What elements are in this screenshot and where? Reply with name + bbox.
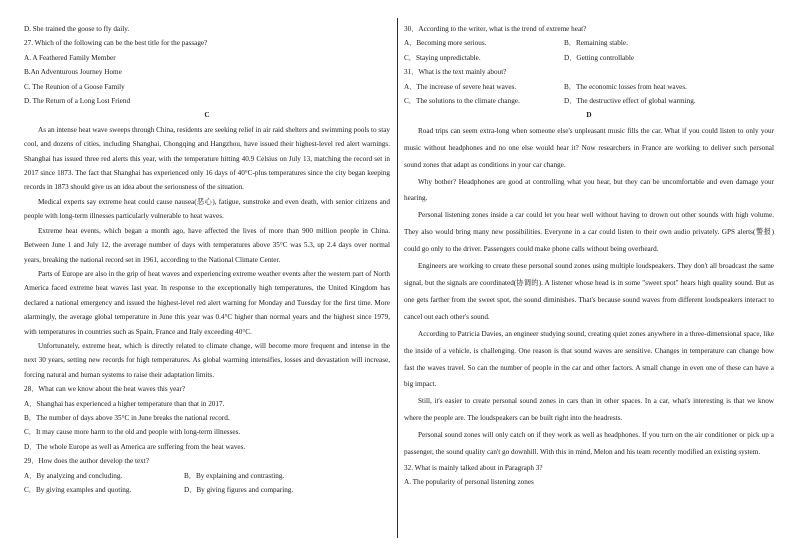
passage-d-paragraph-5: According to Patricia Davies, an engineer studying sound, creating quiet zones anywhere in a three-dimensional space, like the inside of a vehicle, is challenging. One reason is that sound waves are sensitive. Changes in temperature can change how fast the waves travel. So can the number of people in the car and other factors. A small change in even one of these can have a big impact. <box>404 329 774 389</box>
q30-option-a: A．Becoming more serious. <box>404 39 487 48</box>
q28-option-d: D．The whole Europe as well as America are suffering from the heat waves. <box>24 442 246 451</box>
q30-option-c: C．Staying unpredictable. <box>404 53 481 62</box>
q26-option-d: D. She trained the goose to fly daily. <box>24 25 130 33</box>
q31-options-row-1 <box>404 80 774 94</box>
passage-c-paragraph-1: As an intense heat wave sweeps through China, residents are seeking relief in air raid shelters and swimming pools to stay cool, and dozens of cities, including Shanghai, Chongqing and Hangzhou, have issued their highest-level red alert warnings. Shanghai has issued three red alerts this year, with the temperature hitting 40.9 Celsius on July 13, matching the record set in 2017 since 1873. The fact that Shanghai has experienced only 16 days of 40°C-plus temperatures since the city began keeping records in 1873 should give us an idea about the seriousness of the situation. <box>24 125 390 192</box>
passage-c-paragraph-3: Extreme heat events, which began a month ago, have affected the lives of more than 900 million people in China. Between June 1 and July 12, the average number of days with temperatures above 35°C was 5.3, up 2.4 days over normal years, breaking the national record set in 1961, according to the National Climate Center. <box>24 226 390 264</box>
q29-options-row-2 <box>24 483 390 497</box>
q30-option-b: B．Remaining stable. <box>564 39 628 48</box>
q29-options-row-1 <box>24 469 390 483</box>
q29-option-d: D．By giving figures and comparing. <box>184 486 294 494</box>
q31-options-row-2 <box>404 94 774 108</box>
q32-question: 32. What is mainly talked about in Paragraph 3? <box>404 463 543 472</box>
q27-option-a: A. A Feathered Family Member <box>24 53 116 62</box>
q27-question: 27. Which of the following can be the best title for the passage? <box>24 39 208 48</box>
q27-option-c: C. The Reunion of a Goose Family <box>24 82 125 91</box>
q30-options-row-2 <box>404 51 774 65</box>
q31-option-a: A．The increase of severe heat waves. <box>404 82 517 91</box>
passage-d-paragraph-2: Why bother? Headphones are good at controlling what you hear, but they can be uncomfortable and even damage your hearing. <box>404 177 774 203</box>
q32-option-a: A. The popularity of personal listening zones <box>404 478 534 487</box>
q31-question: 31．What is the text mainly about? <box>404 68 507 77</box>
q29-option-c: C．By giving examples and quoting. <box>24 486 132 494</box>
q29-option-b: B．By explaining and contrasting. <box>184 471 285 480</box>
passage-d-paragraph-4: Engineers are working to create these personal sound zones using multiple loudspeakers. They don't all broadcast the same signal, but the signals are coordinated(协调的). A listener whose head is in some "sweet spot" hears high quality sound. But as one gets farther from the sweet spot, the sound diminishes. That's because sound waves from different loudspeakers interact to cancel out each other's sound. <box>404 262 774 321</box>
passage-d-paragraph-7: Personal sound zones will only catch on if they work as well as headphones. If you turn on the air conditioner or pick up a passenger, the sound quality can't go downhill. With this in mind, Melon and his team recently modified an existing system. <box>404 431 774 457</box>
section-letter-d: D <box>586 111 592 120</box>
q28-option-b: B．The number of days above 35°C in June breaks the national record. <box>24 413 230 422</box>
q28-option-c: C．It may cause more harm to the old and people with long-term illnesses. <box>24 428 241 437</box>
left-column <box>24 22 390 497</box>
passage-d-paragraph-1: Road trips can seem extra-long when someone else's unpleasant music fills the car. What if you could listen to only your music without headphones and no one else would hear it? Now researchers in France are working to deliver such personal sound zones that adapt as conditions in your car change. <box>404 126 774 169</box>
passage-c-paragraph-4: Parts of Europe are also in the grip of heat waves and experiencing extreme weather events after the western part of North America faced extreme heat waves last year. In response to the exceptionally high temperatures, the United Kingdom has declared a national emergency and issued the highest-level red alert warning for Monday and Tuesday for the first time. More alarmingly, the average global temperature in June this year was 0.4°C higher than normal years and the highest since 1979, with temperatures in countries such as Spain, France and Italy exceeding 40°C. <box>24 269 390 336</box>
q29-question: 29．How does the author develop the text? <box>24 457 149 466</box>
q30-option-d: D．Getting controllable <box>564 53 635 62</box>
q30-question: 30．According to the writer, what is the trend of extreme heat? <box>404 25 587 33</box>
column-divider <box>397 18 398 538</box>
q28-option-a: A．Shanghai has experienced a higher temperature than that in 2017. <box>24 399 225 408</box>
passage-d-paragraph-3: Personal listening zones inside a car could let you hear well without having to drown out other sounds with high volume. They also would bring many new possibilities. Everyone in a car could listen to their own audio privately. GPS alerts(警报) could go only to the driver. Passengers could make phone calls without being overheard. <box>404 211 774 254</box>
passage-d-paragraph-6: Still, it's easier to create personal sound zones in cars than in other spaces. In a car, what's interesting is that we know where the people are. The loudspeakers can be built right into the headrests. <box>404 397 774 423</box>
q30-options-row-1 <box>404 36 774 50</box>
q27-option-d: D. The Return of a Long Lost Friend <box>24 97 131 106</box>
q28-question: 28．What can we know about the heat waves this year? <box>24 385 186 394</box>
passage-c-paragraph-2: Medical experts say extreme heat could cause nausea(恶心), fatigue, sunstroke and even death, with senior citizens and people with long-term illnesses particularly vulnerable to heat waves. <box>24 197 390 221</box>
right-column <box>404 22 774 490</box>
q31-option-d: D．The destructive effect of global warming. <box>564 97 696 106</box>
q27-option-b: B.An Adventurous Journey Home <box>24 68 122 77</box>
passage-c-paragraph-5: Unfortunately, extreme heat, which is directly related to climate change, will become more frequent and intense in the next 30 years, setting new records for high temperatures. As global warming intensifies, losses and devastation will increase, forcing natural and human systems to raise their adaptation limits. <box>24 341 390 379</box>
q31-option-b: B．The economic losses from heat waves. <box>564 82 687 91</box>
section-letter-c: C <box>204 111 210 120</box>
q31-option-c: C．The solutions to the climate change. <box>404 97 520 106</box>
q29-option-a: A．By analyzing and concluding. <box>24 471 123 480</box>
